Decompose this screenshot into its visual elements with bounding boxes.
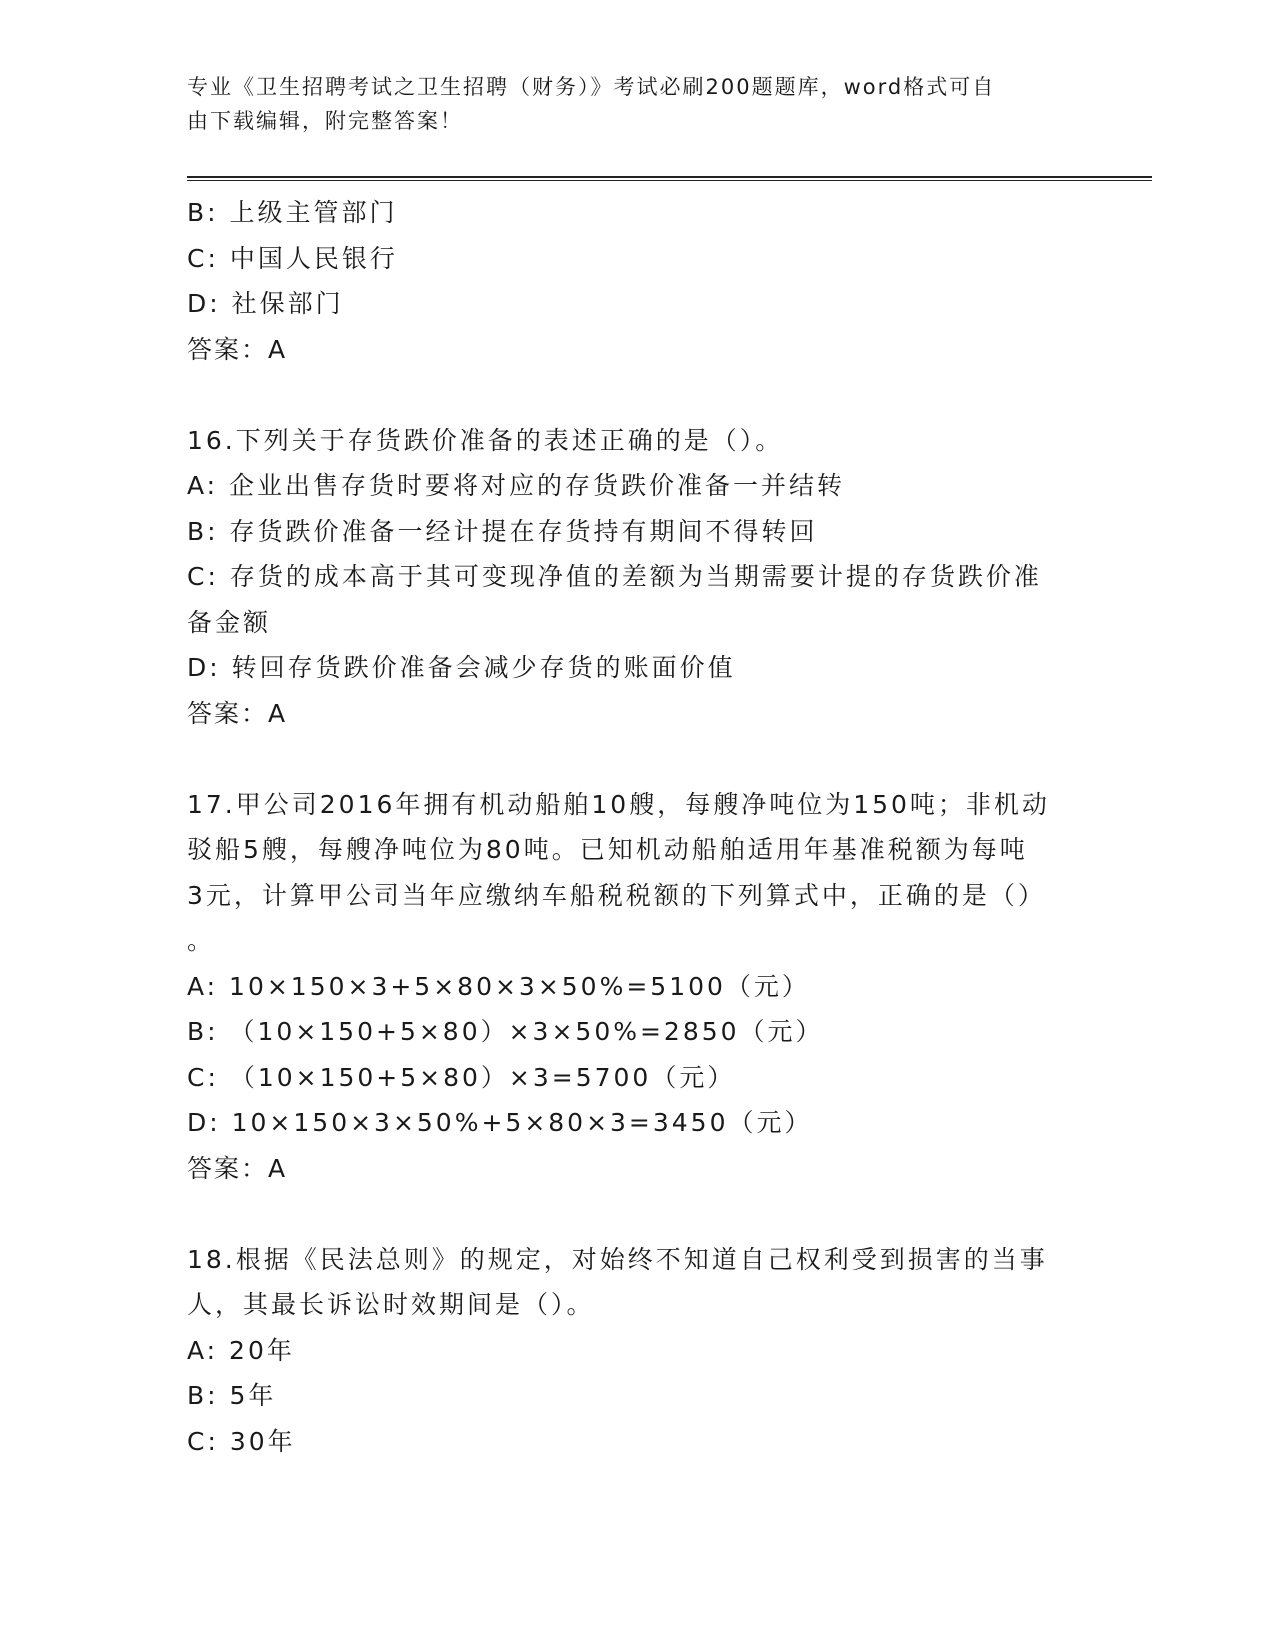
option-c: C: 存货的成本高于其可变现净值的差额为当期需要计提的存货跌价准 bbox=[187, 562, 1042, 591]
question-17 bbox=[187, 782, 1087, 1192]
question-16 bbox=[187, 418, 1087, 737]
question-15-continued bbox=[187, 190, 1087, 372]
option-c: C: 30年 bbox=[187, 1426, 296, 1456]
option-b: B: 5年 bbox=[187, 1381, 277, 1410]
option-d: D: 社保部门 bbox=[187, 289, 344, 318]
question-stem-line-1: 18.根据《民法总则》的规定，对始终不知道自己权利受到损害的当事 bbox=[187, 1244, 1048, 1274]
option-c: C: （10×150+5×80）×3=5700（元） bbox=[187, 1062, 736, 1092]
option-a: A: 10×150×3+5×80×3×50%=5100（元） bbox=[187, 971, 810, 1001]
option-b: B: （10×150+5×80）×3×50%=2850（元） bbox=[187, 1017, 824, 1046]
option-c-continued: 备金额 bbox=[187, 607, 272, 637]
header-line-2: 由下载编辑，附完整答案！ bbox=[187, 109, 463, 133]
option-a: A: 20年 bbox=[187, 1335, 295, 1365]
question-stem-line-1: 17.甲公司2016年拥有机动船舶10艘，每艘净吨位为150吨；非机动 bbox=[187, 789, 1050, 819]
spacer bbox=[187, 1191, 1087, 1237]
question-18 bbox=[187, 1237, 1087, 1465]
question-stem-line-2: 人，其最长诉讼时效期间是（）。 bbox=[187, 1290, 595, 1319]
option-b: B: 存货跌价准备一经计提在存货持有期间不得转回 bbox=[187, 516, 818, 546]
option-a: A: 企业出售存货时要将对应的存货跌价准备一并结转 bbox=[187, 471, 846, 500]
question-stem-line-3: 3元，计算甲公司当年应缴纳车船税税额的下列算式中，正确的是（） bbox=[187, 880, 1046, 910]
question-stem: 16.下列关于存货跌价准备的表述正确的是（）。 bbox=[187, 425, 784, 455]
question-stem-line-2: 驳船5艘，每艘净吨位为80吨。已知机动船舶适用年基准税额为每吨 bbox=[187, 835, 1028, 864]
answer-line: 答案：A bbox=[187, 698, 288, 728]
header-line-1: 专业《卫生招聘考试之卫生招聘（财务）》考试必刷200题题库，word格式可自 bbox=[187, 75, 996, 99]
option-d: D: 转回存货跌价准备会减少存货的账面价值 bbox=[187, 653, 736, 682]
spacer bbox=[187, 372, 1087, 418]
answer-line: 答案：A bbox=[187, 1153, 288, 1183]
answer-line: 答案：A bbox=[187, 334, 288, 364]
question-stem-line-4: 。 bbox=[187, 926, 216, 955]
question-list bbox=[187, 190, 1087, 1464]
header-divider bbox=[187, 176, 1152, 181]
option-c: C: 中国人民银行 bbox=[187, 243, 398, 273]
option-d: D: 10×150×3×50%+5×80×3=3450（元） bbox=[187, 1108, 813, 1137]
option-b: B: 上级主管部门 bbox=[187, 198, 398, 227]
spacer bbox=[187, 736, 1087, 782]
document-header bbox=[187, 70, 1067, 138]
